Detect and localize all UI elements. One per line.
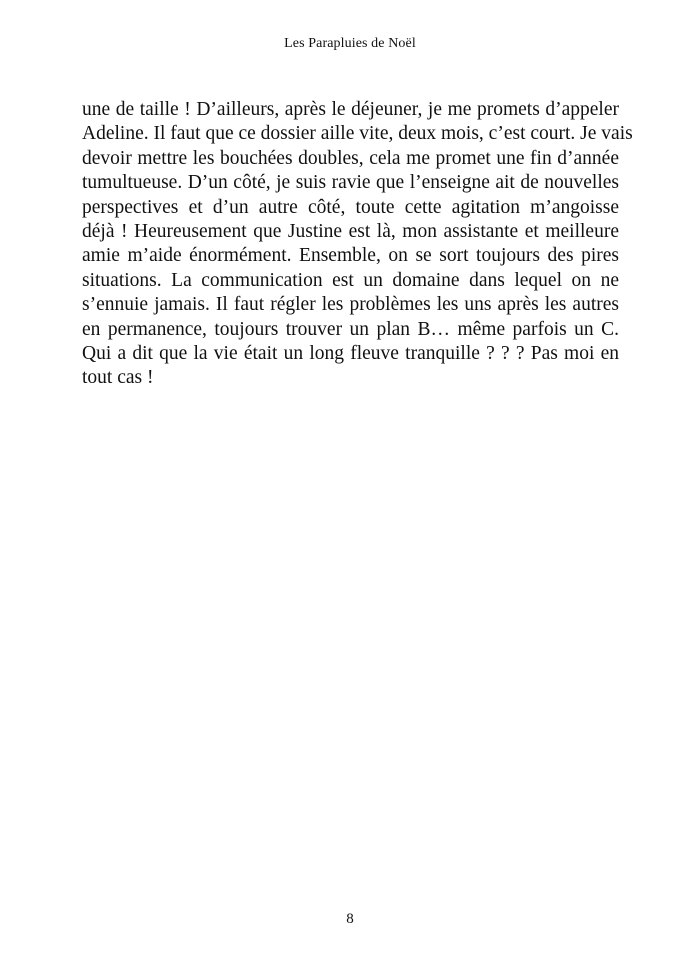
- text-line: s’ennuie jamais. Il faut régler les problèmes les uns après les autres: [82, 294, 619, 316]
- text-line: tumultueuse. D’un côté, je suis ravie que l’enseigne ait de nouvelles: [82, 172, 619, 194]
- text-line: situations. La communication est un domaine dans lequel on ne: [82, 269, 619, 291]
- text-line: une de taille ! D’ailleurs, après le déjeuner, je me promets d’appeler: [82, 99, 619, 120]
- text-line: Adeline. Il faut que ce dossier aille vite, deux mois, c’est court. Je vais: [82, 123, 633, 145]
- text-line: amie m’aide énormément. Ensemble, on se sort toujours des pires: [82, 245, 619, 267]
- body-paragraph: [82, 98, 633, 391]
- text-line: en permanence, toujours trouver un plan B… même parfois un C.: [82, 318, 619, 340]
- text-line: devoir mettre les bouchées doubles, cela me promet une fin d’année: [82, 147, 619, 169]
- text-line: Qui a dit que la vie était un long fleuve tranquille ? ? ? Pas moi en: [82, 342, 619, 364]
- running-header-title: Les Parapluies de Noël: [284, 36, 416, 51]
- text-line: déjà ! Heureusement que Justine est là, mon assistante et meilleure: [82, 220, 619, 242]
- page-number: 8: [346, 911, 354, 927]
- text-line: perspectives et d’un autre côté, toute cette agitation m’angoisse: [82, 196, 619, 218]
- text-line: tout cas !: [82, 367, 154, 389]
